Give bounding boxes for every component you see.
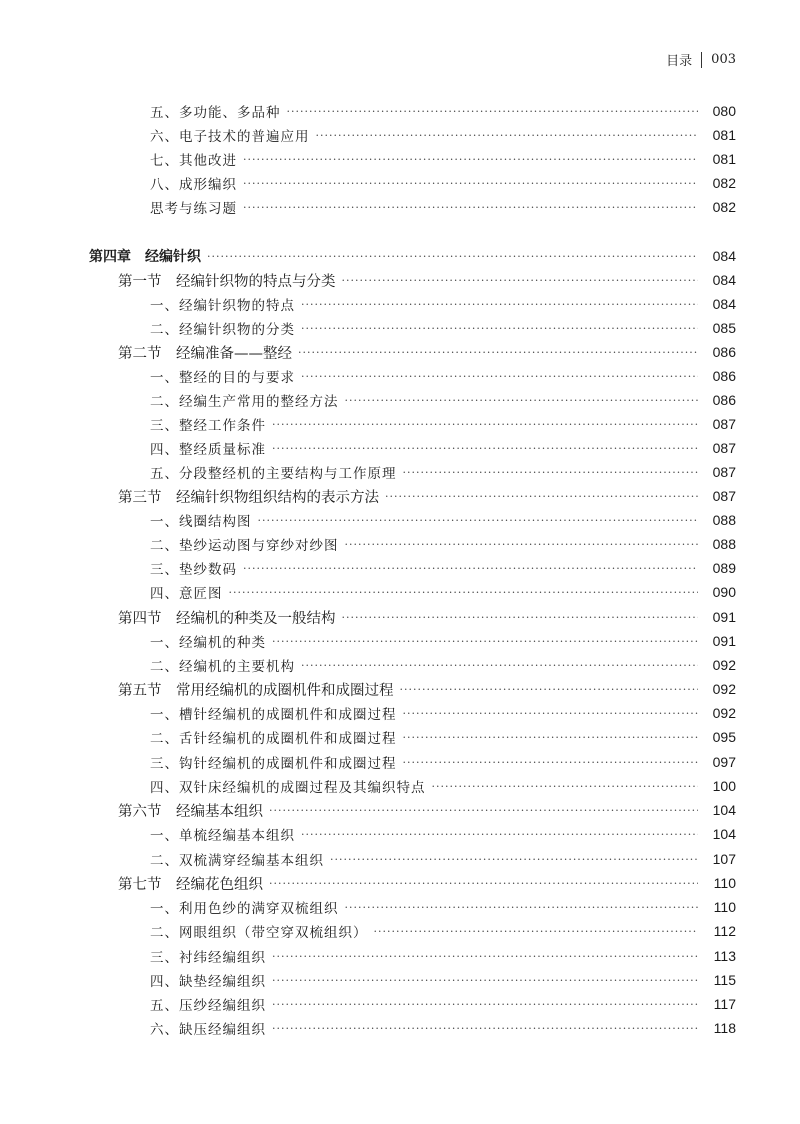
toc-entry-page: 104 <box>712 826 736 842</box>
toc-item-row[interactable] <box>0 316 736 340</box>
dot-leader <box>243 201 698 214</box>
toc-entry-title: 二、经编生产常用的整经方法 <box>150 394 339 410</box>
toc-entry-page: 091 <box>712 609 736 625</box>
toc-entry-title: 一、槽针经编机的成圈机件和成圈过程 <box>150 707 397 723</box>
toc-item-row[interactable] <box>0 653 736 677</box>
toc-entry-page: 092 <box>712 657 736 673</box>
toc-entry-page: 084 <box>712 248 736 264</box>
toc-entry-page: 086 <box>712 368 736 384</box>
dot-leader <box>403 731 699 744</box>
toc-item-row[interactable] <box>0 774 736 798</box>
toc-entry-title: 二、垫纱运动图与穿纱对纱图 <box>150 538 339 554</box>
toc-entry-title: 二、双梳满穿经编基本组织 <box>150 853 324 869</box>
toc-entry-title: 二、网眼组织（带空穿双梳组织） <box>150 925 368 941</box>
dot-leader <box>345 538 699 551</box>
toc-entry-title: 第四节 经编机的种类及一般结构 <box>118 610 336 627</box>
toc-entry-title: 第二节 经编准备——整经 <box>118 345 292 362</box>
toc-entry-page: 113 <box>713 948 736 964</box>
toc-section-row[interactable] <box>0 605 736 629</box>
dot-leader <box>272 974 698 987</box>
dot-leader <box>400 683 699 696</box>
dot-leader <box>301 298 698 311</box>
toc-item-row[interactable] <box>0 701 736 725</box>
toc-item-row[interactable] <box>0 629 736 653</box>
header-divider <box>701 52 702 68</box>
toc-entry-page: 087 <box>712 416 736 432</box>
toc-entry-title: 六、电子技术的普遍应用 <box>150 129 310 145</box>
toc-entry-page: 084 <box>712 296 736 312</box>
dot-leader <box>330 853 698 866</box>
toc-entry-title: 四、双针床经编机的成圈过程及其编织特点 <box>150 780 426 796</box>
toc-entry-page: 086 <box>712 344 736 360</box>
dot-leader <box>374 925 699 938</box>
dot-leader <box>345 394 699 407</box>
toc-item-row[interactable] <box>0 725 736 749</box>
toc-entry-page: 084 <box>712 272 736 288</box>
dot-leader <box>272 998 698 1011</box>
toc-section-row[interactable] <box>0 677 736 701</box>
toc-entry-title: 二、经编机的主要机构 <box>150 659 295 675</box>
dot-leader <box>229 586 699 599</box>
dot-leader <box>269 877 698 890</box>
toc-entry-page: 097 <box>712 754 736 770</box>
toc-entry-title: 八、成形编织 <box>150 177 237 193</box>
dot-leader <box>301 370 698 383</box>
header-page-number: 003 <box>711 52 736 67</box>
toc-entry-page: 110 <box>713 899 736 915</box>
toc-entry-page: 081 <box>712 151 736 167</box>
dot-leader <box>243 153 698 166</box>
toc-section-row[interactable] <box>0 798 736 822</box>
toc-item-row[interactable] <box>0 171 736 195</box>
toc-item-row[interactable] <box>0 99 736 123</box>
toc-entry-title: 四、缺垫经编组织 <box>150 974 266 990</box>
toc-entry-title: 五、多功能、多品种 <box>150 105 281 121</box>
toc-entry-title: 一、经编针织物的特点 <box>150 298 295 314</box>
dot-leader <box>342 611 699 624</box>
toc-item-row[interactable] <box>0 412 736 436</box>
dot-leader <box>385 490 698 503</box>
toc-item-row[interactable] <box>0 822 736 846</box>
toc-entry-title: 三、衬纬经编组织 <box>150 950 266 966</box>
toc-chapter-row[interactable] <box>0 244 736 268</box>
dot-leader <box>403 707 699 720</box>
toc-entry-page: 087 <box>712 488 736 504</box>
toc-entry-title: 第三节 经编针织物组织结构的表示方法 <box>118 489 379 506</box>
toc-item-row[interactable] <box>0 123 736 147</box>
toc-entry-title: 一、经编机的种类 <box>150 635 266 651</box>
toc-entry-page: 092 <box>712 705 736 721</box>
toc-entry-page: 112 <box>713 923 736 939</box>
toc-entry-title: 第五节 常用经编机的成圈机件和成圈过程 <box>118 682 394 699</box>
toc-item-row[interactable] <box>0 944 736 968</box>
toc-entry-title: 思考与练习题 <box>150 201 237 217</box>
toc-entry-page: 118 <box>713 1020 736 1036</box>
dot-leader <box>345 901 699 914</box>
toc-entry-title: 二、经编针织物的分类 <box>150 322 295 338</box>
toc-entry-page: 104 <box>712 802 736 818</box>
dot-leader <box>272 418 698 431</box>
toc-entry-title: 五、分段整经机的主要结构与工作原理 <box>150 466 397 482</box>
toc-item-row[interactable] <box>0 847 736 871</box>
toc-entry-page: 087 <box>712 464 736 480</box>
dot-leader <box>342 274 699 287</box>
toc-item-row[interactable] <box>0 508 736 532</box>
toc-entry-page: 090 <box>712 584 736 600</box>
dot-leader <box>301 828 698 841</box>
toc-entry-page: 110 <box>713 875 736 891</box>
header-section-title: 目录 <box>666 54 693 69</box>
toc-entry-page: 100 <box>712 778 736 794</box>
toc-section-row[interactable] <box>0 871 736 895</box>
toc-entry-page: 091 <box>712 633 736 649</box>
dot-leader <box>301 659 698 672</box>
toc-section-row[interactable] <box>0 340 736 364</box>
toc-item-row[interactable] <box>0 1016 736 1040</box>
toc-entry-title: 一、线圈结构图 <box>150 514 252 530</box>
toc-entry-page: 081 <box>712 127 736 143</box>
toc-item-row[interactable] <box>0 919 736 943</box>
toc-entry-title: 第六节 经编基本组织 <box>118 803 263 820</box>
toc-entry-title: 一、利用色纱的满穿双梳组织 <box>150 901 339 917</box>
toc-entry-title: 四、意匠图 <box>150 586 223 602</box>
running-header <box>666 50 736 69</box>
toc-item-row[interactable] <box>0 460 736 484</box>
toc-entry-title: 第七节 经编花色组织 <box>118 876 263 893</box>
dot-leader <box>287 105 699 118</box>
toc-item-row[interactable] <box>0 364 736 388</box>
toc-entry-title: 二、舌针经编机的成圈机件和成圈过程 <box>150 731 397 747</box>
dot-leader <box>298 346 698 359</box>
toc-entry-page: 082 <box>712 199 736 215</box>
dot-leader <box>316 129 699 142</box>
toc-entry-title: 三、钩针经编机的成圈机件和成圈过程 <box>150 756 397 772</box>
dot-leader <box>272 635 698 648</box>
dot-leader <box>258 514 699 527</box>
toc-entry-page: 089 <box>712 560 736 576</box>
toc-entry-title: 七、其他改进 <box>150 153 237 169</box>
dot-leader <box>432 780 699 793</box>
toc-item-row[interactable] <box>0 992 736 1016</box>
toc-item-row[interactable] <box>0 556 736 580</box>
toc-entry-page: 082 <box>712 175 736 191</box>
dot-leader <box>272 442 698 455</box>
toc-item-row[interactable] <box>0 750 736 774</box>
dot-leader <box>272 950 698 963</box>
toc-item-row[interactable] <box>0 532 736 556</box>
toc-item-row[interactable] <box>0 968 736 992</box>
toc-section-row[interactable] <box>0 484 736 508</box>
toc-entry-title: 第一节 经编针织物的特点与分类 <box>118 273 336 290</box>
toc-entry-title: 一、整经的目的与要求 <box>150 370 295 386</box>
toc-entry-title: 三、整经工作条件 <box>150 418 266 434</box>
dot-leader <box>403 756 699 769</box>
toc-entry-page: 086 <box>712 392 736 408</box>
dot-leader <box>301 322 698 335</box>
toc-item-row[interactable] <box>0 388 736 412</box>
dot-leader <box>269 804 698 817</box>
toc-entry-page: 117 <box>713 996 736 1012</box>
toc-entry-title: 一、单梳经编基本组织 <box>150 828 295 844</box>
toc-entry-title: 五、压纱经编组织 <box>150 998 266 1014</box>
dot-leader <box>243 562 698 575</box>
toc-entry-page: 087 <box>712 440 736 456</box>
toc-entry-page: 115 <box>713 972 736 988</box>
dot-leader <box>243 177 698 190</box>
toc-entry-page: 080 <box>712 103 736 119</box>
toc-entry-page: 095 <box>712 729 736 745</box>
toc-item-row[interactable] <box>0 895 736 919</box>
toc-item-row[interactable] <box>0 147 736 171</box>
toc-entry-title: 第四章 经编针织 <box>89 249 201 265</box>
toc-entry-title: 六、缺压经编组织 <box>150 1022 266 1038</box>
dot-leader <box>272 1022 698 1035</box>
dot-leader <box>403 466 699 479</box>
toc-section-row[interactable] <box>0 268 736 292</box>
toc-entry-page: 088 <box>712 512 736 528</box>
toc-item-row[interactable] <box>0 580 736 604</box>
toc-entry-page: 088 <box>712 536 736 552</box>
toc-entry-page: 107 <box>712 851 736 867</box>
toc-entry-title: 三、垫纱数码 <box>150 562 237 578</box>
toc-item-row[interactable] <box>0 292 736 316</box>
dot-leader <box>207 250 698 263</box>
toc-item-row[interactable] <box>0 436 736 460</box>
toc-entry-title: 四、整经质量标准 <box>150 442 266 458</box>
toc-entry-page: 085 <box>712 320 736 336</box>
toc-item-row[interactable] <box>0 195 736 219</box>
toc-entry-page: 092 <box>712 681 736 697</box>
